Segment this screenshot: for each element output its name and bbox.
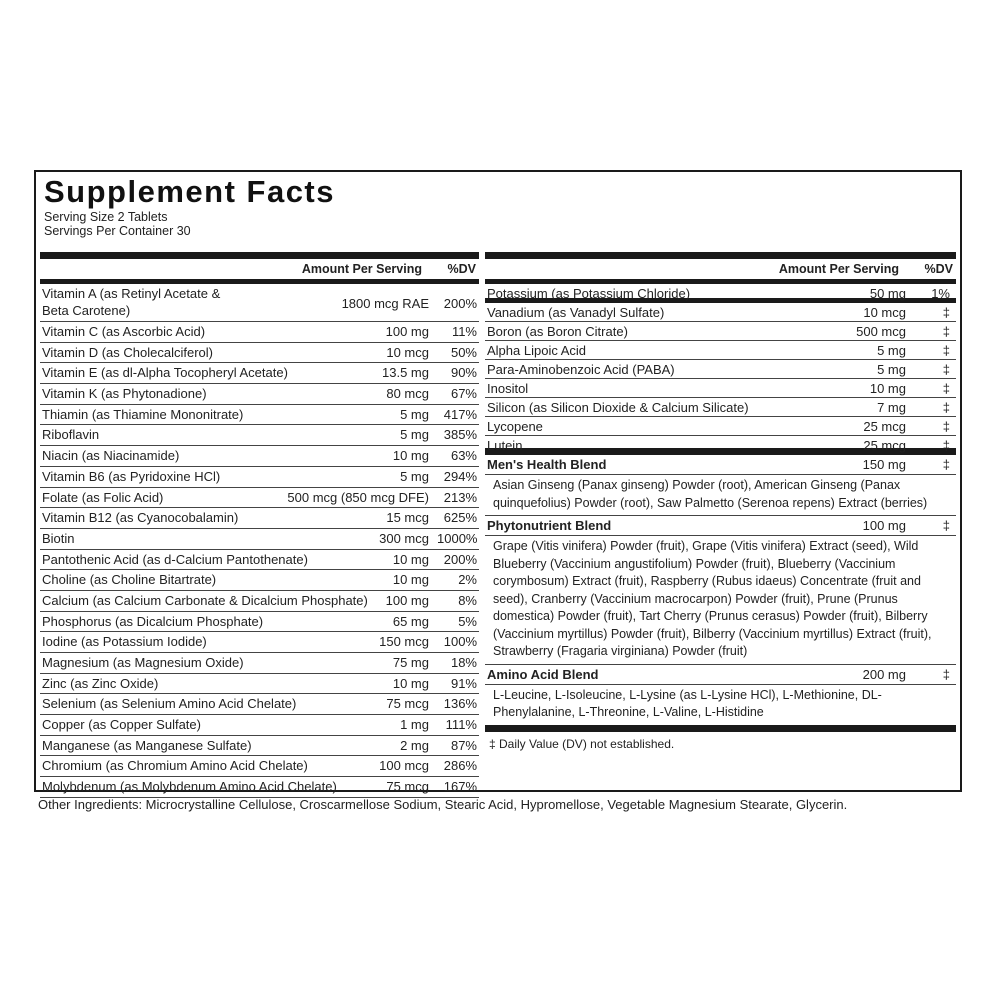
nutrient-amount: 50 mg xyxy=(869,286,906,301)
nutrient-dv: 11% xyxy=(451,324,477,339)
other-ingredients: Other Ingredients: Microcrystalline Cellulose, Croscarmellose Sodium, Stearic Acid, Hypromellose, Vegetable Magnesium Stearate, Glycerin. xyxy=(38,797,848,812)
nutrient-amount: 1 mg xyxy=(400,717,429,733)
nutrient-name-text: Biotin xyxy=(42,530,75,546)
nutrient-name xyxy=(40,633,379,650)
nutrient-dv: 8% xyxy=(458,592,477,608)
amount-header: Amount Per Serving xyxy=(778,262,899,276)
blend-amount: 100 mg xyxy=(862,518,906,533)
nutrient-name-text: Vitamin D (as Cholecalciferol) xyxy=(42,344,213,360)
dv-header: %DV xyxy=(924,262,953,276)
blend-name: Men's Health Blend xyxy=(487,457,607,472)
right-column xyxy=(485,252,956,751)
nutrient-amount: 100 mg xyxy=(385,592,429,608)
nutrient-row xyxy=(485,398,956,417)
nutrient-amount: 150 mcg xyxy=(379,634,429,650)
nutrient-dv: 200% xyxy=(443,295,477,311)
nutrient-amount: 500 mcg xyxy=(856,324,906,339)
nutrient-dv: 111% xyxy=(445,717,477,733)
nutrient-name-text: Iodine (as Potassium Iodide) xyxy=(42,634,207,650)
nutrient-row xyxy=(40,488,479,509)
nutrient-dv: ‡ xyxy=(942,362,950,377)
nutrient-row xyxy=(40,508,479,529)
nutrient-name xyxy=(40,695,386,712)
nutrient-dv: 294% xyxy=(443,468,477,484)
nutrient-name xyxy=(40,426,400,443)
nutrient-name xyxy=(485,304,863,321)
nutrient-name-text: Inositol xyxy=(487,381,529,396)
nutrient-row xyxy=(40,736,479,757)
nutrient-name xyxy=(485,437,863,454)
nutrient-amount: 5 mg xyxy=(877,362,906,377)
nutrient-name-text: Lutein xyxy=(487,438,523,453)
nutrient-name xyxy=(40,509,386,526)
blend-description: Grape (Vitis vinifera) Powder (fruit), Grape (Vitis vinifera) Extract (seed), Wild Blueberry (Vaccinium angustifolium) Powder (fruit), Blueberry (Vaccinium corymbosum) Extract (fruit), Raspberry (Rubus idaeus) Concentrate (fruit and seed), Cranberry (Vaccinium macrocarpon) Powder (fruit), Prune (Prunus domestica) Powder (fruit), Tart Cherry (Prunus cerasus) Powder (fruit), Bilberry (Vaccinium myrtillus) Powder (fruit), Bilberry (Vaccinium myrtillus) Extract (fruit), Strawberry (Fragaria virginiana) Powder (fruit) xyxy=(485,536,956,665)
nutrient-name-text: Thiamin (as Thiamine Mononitrate) xyxy=(42,406,244,422)
nutrient-row xyxy=(485,417,956,436)
nutrient-name xyxy=(485,285,870,302)
nutrient-name xyxy=(40,778,386,795)
nutrient-amount: 25 mcg xyxy=(863,419,906,434)
nutrient-name xyxy=(40,675,393,692)
nutrient-name-text: Potassium (as Potassium Chloride) xyxy=(487,286,691,301)
nutrient-name-text: Pantothenic Acid (as d-Calcium Pantothenate) xyxy=(42,551,308,567)
nutrient-amount: 5 mg xyxy=(400,427,429,443)
nutrient-row xyxy=(485,322,956,341)
nutrient-row xyxy=(40,529,479,550)
nutrient-row xyxy=(40,777,479,798)
nutrient-name-text: Molybdenum (as Molybdenum Amino Acid Chelate) xyxy=(42,779,337,795)
blend-amount: 200 mg xyxy=(862,666,906,682)
nutrient-name xyxy=(40,530,379,547)
nutrient-dv: 100% xyxy=(443,634,477,650)
nutrient-row xyxy=(485,341,956,360)
nutrient-name-text: Phosphorus (as Dicalcium Phosphate) xyxy=(42,613,264,629)
nutrient-row xyxy=(40,674,479,695)
nutrient-name-text: Chromium (as Chromium Amino Acid Chelate) xyxy=(42,758,308,774)
nutrient-name-text: Lycopene xyxy=(487,419,543,434)
nutrient-row xyxy=(40,653,479,674)
blend-dv: ‡ xyxy=(942,457,950,472)
nutrient-amount: 500 mcg (850 mcg DFE) xyxy=(287,489,429,505)
nutrient-amount: 75 mcg xyxy=(386,696,429,712)
nutrient-dv: 213% xyxy=(443,489,477,505)
nutrient-dv: 417% xyxy=(443,406,477,422)
nutrient-name xyxy=(40,285,342,321)
nutrient-name-text: Choline (as Choline Bitartrate) xyxy=(42,572,217,588)
nutrient-amount: 300 mcg xyxy=(379,530,429,546)
nutrient-amount: 10 mg xyxy=(869,381,906,396)
nutrient-row xyxy=(40,550,479,571)
blend-dv: ‡ xyxy=(942,666,950,682)
left-column xyxy=(40,252,479,798)
nutrient-name xyxy=(40,323,386,340)
panel-title: Supplement Facts xyxy=(44,174,335,209)
nutrient-row xyxy=(40,363,479,384)
nutrient-row xyxy=(40,591,479,612)
amount-header: Amount Per Serving xyxy=(301,262,422,276)
nutrient-name xyxy=(40,592,386,609)
nutrient-row xyxy=(485,379,956,398)
nutrient-row xyxy=(40,405,479,426)
nutrient-name-text: Para-Aminobenzoic Acid (PABA) xyxy=(487,362,675,377)
nutrient-amount: 2 mg xyxy=(400,737,429,753)
nutrient-amount: 10 mg xyxy=(392,675,429,691)
blend-row xyxy=(485,516,956,536)
nutrient-name xyxy=(485,323,856,340)
nutrient-amount: 10 mg xyxy=(392,572,429,588)
nutrient-dv: 1000% xyxy=(437,530,478,546)
blend-dv: ‡ xyxy=(942,518,950,533)
nutrient-dv: 167% xyxy=(443,779,477,795)
blend-name: Phytonutrient Blend xyxy=(487,518,612,533)
nutrient-amount: 100 mg xyxy=(385,324,429,339)
nutrient-amount: 15 mcg xyxy=(386,510,429,526)
nutrient-name xyxy=(40,613,393,630)
nutrient-row xyxy=(40,756,479,777)
nutrient-row xyxy=(40,284,479,322)
nutrient-amount: 5 mg xyxy=(400,468,429,484)
nutrient-amount: 100 mcg xyxy=(379,758,429,774)
nutrient-name xyxy=(40,385,386,402)
nutrient-name-text: Vitamin E (as dl-Alpha Tocopheryl Acetate) xyxy=(42,365,288,381)
nutrient-name-text: Copper (as Copper Sulfate) xyxy=(42,717,201,733)
nutrient-row xyxy=(40,467,479,488)
column-header xyxy=(40,259,479,284)
dv-footnote: ‡ Daily Value (DV) not established. xyxy=(489,736,675,751)
nutrient-row xyxy=(485,303,956,322)
nutrient-name-text: Calcium (as Calcium Carbonate & Dicalcium Phosphate) xyxy=(42,592,368,608)
nutrient-dv: 286% xyxy=(443,758,477,774)
nutrient-name xyxy=(485,342,877,359)
nutrient-row xyxy=(40,343,479,364)
nutrient-name-text: Riboflavin xyxy=(42,427,100,443)
nutrient-amount: 80 mcg xyxy=(386,386,429,402)
nutrient-dv: 91% xyxy=(450,675,477,691)
nutrient-name-text: Silicon (as Silicon Dioxide & Calcium Silicate) xyxy=(487,400,749,415)
nutrient-name xyxy=(485,399,877,416)
nutrient-dv: ‡ xyxy=(942,400,950,415)
nutrient-dv: 625% xyxy=(443,510,477,526)
nutrient-amount: 10 mcg xyxy=(863,305,906,320)
nutrient-dv: 200% xyxy=(443,551,477,567)
divider xyxy=(40,252,479,259)
nutrient-row xyxy=(485,360,956,379)
nutrient-name xyxy=(40,551,393,568)
nutrient-row xyxy=(40,612,479,633)
nutrient-amount: 10 mcg xyxy=(386,344,429,360)
nutrient-amount: 1800 mcg RAE xyxy=(341,295,429,311)
nutrient-amount: 75 mcg xyxy=(386,779,429,795)
nutrient-name xyxy=(40,571,393,588)
nutrient-dv: ‡ xyxy=(942,343,950,358)
serving-size: Serving Size 2 Tablets xyxy=(44,210,168,224)
nutrient-name-text: Niacin (as Niacinamide) xyxy=(42,448,180,464)
nutrient-name xyxy=(40,716,400,733)
nutrient-name xyxy=(40,468,400,485)
blend-description: Asian Ginseng (Panax ginseng) Powder (root), American Ginseng (Panax quinquefolius) Powder (root), Saw Palmetto (Serenoa repens) Extract (berries) xyxy=(485,475,956,516)
nutrient-name-text: Vanadium (as Vanadyl Sulfate) xyxy=(487,305,665,320)
nutrient-dv: ‡ xyxy=(942,305,950,320)
nutrient-amount: 10 mg xyxy=(392,551,429,567)
servings-per-container: Servings Per Container 30 xyxy=(44,224,191,238)
nutrient-dv: 90% xyxy=(450,365,477,381)
nutrient-dv: 5% xyxy=(458,613,477,629)
nutrient-name-text: Magnesium (as Magnesium Oxide) xyxy=(42,655,244,670)
nutrient-amount: 65 mg xyxy=(392,613,429,629)
nutrient-dv: 136% xyxy=(443,696,477,712)
supplement-facts-panel xyxy=(34,170,962,795)
nutrient-dv: 67% xyxy=(450,386,477,402)
nutrient-name-text: Vitamin B12 (as Cyanocobalamin) xyxy=(42,510,239,526)
nutrient-dv: ‡ xyxy=(942,438,950,453)
nutrient-amount: 5 mg xyxy=(877,343,906,358)
nutrient-name-text: Vitamin K (as Phytonadione) xyxy=(42,386,207,402)
nutrient-dv: 18% xyxy=(450,655,477,670)
nutrient-name-text: Vitamin B6 (as Pyridoxine HCl) xyxy=(42,468,221,484)
nutrient-amount: 25 mcg xyxy=(863,438,906,453)
nutrient-row xyxy=(40,694,479,715)
nutrient-dv: ‡ xyxy=(942,324,950,339)
blend-description: L-Leucine, L-Isoleucine, L-Lysine (as L-Lysine HCl), L-Methionine, DL-Phenylalanine, L-Threonine, L-Valine, L-Histidine xyxy=(485,685,956,732)
blend-list xyxy=(485,455,956,732)
nutrient-list xyxy=(485,284,956,455)
nutrient-row xyxy=(40,715,479,736)
blend-amount: 150 mg xyxy=(862,457,906,472)
blend-row xyxy=(485,665,956,685)
nutrient-name xyxy=(40,757,379,774)
nutrient-amount: 75 mg xyxy=(392,655,429,670)
nutrient-row xyxy=(485,436,956,455)
nutrient-amount: 5 mg xyxy=(400,406,429,422)
nutrient-name xyxy=(485,361,877,378)
nutrient-dv: 2% xyxy=(458,572,477,588)
nutrient-dv: 1% xyxy=(931,286,950,301)
nutrient-name-text: Folate (as Folic Acid) xyxy=(42,489,164,505)
nutrient-name xyxy=(40,364,382,381)
nutrient-dv: ‡ xyxy=(942,419,950,434)
nutrient-dv: 87% xyxy=(450,737,477,753)
nutrient-name-text: Boron (as Boron Citrate) xyxy=(487,324,628,339)
nutrient-amount: 10 mg xyxy=(392,448,429,464)
nutrient-name xyxy=(485,380,870,397)
blend-name: Amino Acid Blend xyxy=(487,666,599,682)
divider xyxy=(485,252,956,259)
dv-header: %DV xyxy=(447,262,476,276)
blend-row xyxy=(485,455,956,475)
nutrient-row xyxy=(40,570,479,591)
nutrient-row xyxy=(485,284,956,303)
nutrient-dv: 63% xyxy=(450,448,477,464)
nutrient-name xyxy=(40,654,393,671)
nutrient-row xyxy=(40,425,479,446)
nutrient-row xyxy=(40,632,479,653)
column-header xyxy=(485,259,956,284)
nutrient-name-text: Selenium (as Selenium Amino Acid Chelate) xyxy=(42,696,297,712)
nutrient-name xyxy=(40,406,400,423)
nutrient-name-text: Beta Carotene) xyxy=(42,303,131,318)
nutrient-dv: ‡ xyxy=(942,381,950,396)
nutrient-name xyxy=(40,447,393,464)
nutrient-amount: 13.5 mg xyxy=(382,365,429,381)
nutrient-row xyxy=(40,322,479,343)
nutrient-name xyxy=(40,489,287,506)
nutrient-list xyxy=(40,284,479,798)
nutrient-name-text: Alpha Lipoic Acid xyxy=(487,343,587,358)
nutrient-name-text: Manganese (as Manganese Sulfate) xyxy=(42,737,252,753)
nutrient-amount: 7 mg xyxy=(877,400,906,415)
nutrient-dv: 50% xyxy=(450,344,477,360)
nutrient-name xyxy=(40,344,386,361)
nutrient-name-text: Zinc (as Zinc Oxide) xyxy=(42,675,159,691)
nutrient-name xyxy=(40,737,400,754)
nutrient-name xyxy=(485,418,863,435)
nutrient-row xyxy=(40,446,479,467)
nutrient-name-text: Vitamin C (as Ascorbic Acid) xyxy=(42,324,206,339)
nutrient-name-text: Vitamin A (as Retinyl Acetate & xyxy=(42,286,221,301)
nutrient-row xyxy=(40,384,479,405)
nutrient-dv: 385% xyxy=(443,427,477,443)
